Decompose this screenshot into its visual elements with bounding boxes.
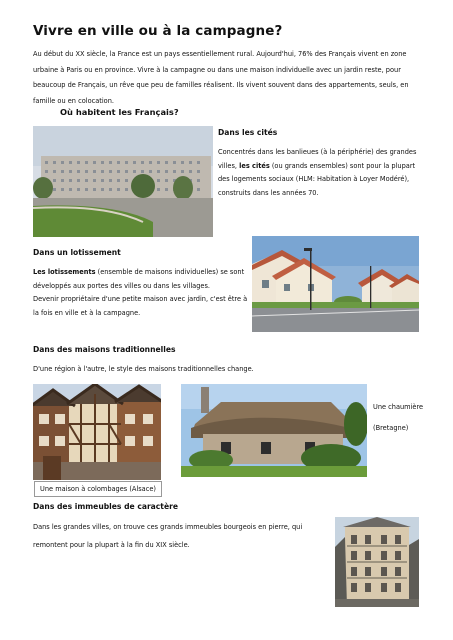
where-heading: Où habitent les Français? [60, 107, 179, 117]
cites-text-before: Concentrés dans les banlieues (à la périphérie) des grandes villes, [218, 148, 417, 170]
lotissement-paragraph [33, 266, 248, 320]
chaumiere-caption-1: Une chaumière [373, 403, 424, 411]
cites-paragraph [218, 146, 428, 200]
traditional-paragraph: D'une région à l'autre, le style des maisons traditionnelles change. [33, 365, 254, 373]
chaumiere-caption-2: (Bretagne) [373, 424, 409, 432]
lotissement-heading: Dans un lotissement [33, 248, 121, 257]
cites-text-after: (ou grands ensembles) sont pour la plupart des logements sociaux (HLM: Habitation à Loyer Modéré), construits dans les années 70. [218, 161, 416, 197]
lotissement-text-bold: Les lotissements [33, 268, 96, 276]
cites-text-bold: les cités [239, 161, 270, 170]
colombages-photo-icon [33, 384, 161, 480]
page-title: Vivre en ville ou à la campagne? [33, 23, 283, 39]
lotissement-text2: Devenir propriétaire d'une petite maison avec jardin, c'est être à la fois en ville et à la campagne. [33, 295, 248, 317]
immeuble-photo-icon [335, 517, 419, 607]
chaumiere-photo-icon [181, 384, 367, 477]
immeubles-heading: Dans des immeubles de caractère [33, 502, 178, 511]
cites-photo-icon [33, 126, 213, 237]
lotissement-photo-icon [252, 236, 419, 332]
colombages-caption: Une maison à colombages (Alsace) [34, 481, 162, 497]
cites-heading: Dans les cités [218, 128, 278, 137]
intro-paragraph: Au début du XX siècle, la France est un pays essentiellement rural. Aujourd'hui, 76% des Français vivent en zone urbaine à Paris ou en province. Vivre à la campagne ou dans une maison individuelle avec un jardin reste, pour beaucoup de Français, un rêve que peu de familles réalisent. Ils vivent souvent dans des appartements, seuls, en famille ou en colocation. [33, 50, 409, 105]
immeubles-text1: Dans les grandes villes, on trouve ces grands immeubles bourgeois en pierre, qui [33, 523, 303, 531]
lotissement-text-after: (ensemble de maisons individuelles) se sont développés aux portes des villes ou dans les villages. [33, 268, 245, 290]
traditional-heading: Dans des maisons traditionnelles [33, 345, 176, 354]
immeubles-text2: remontent pour la plupart à la fin du XIX siècle. [33, 541, 190, 549]
